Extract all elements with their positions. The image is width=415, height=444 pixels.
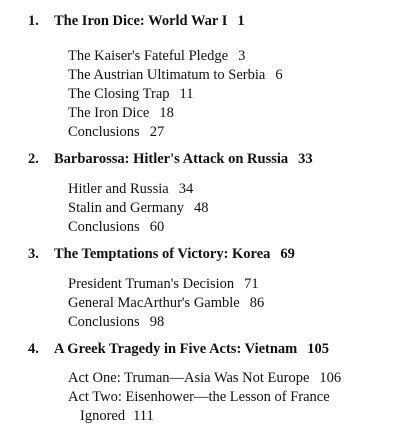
entry-page: 3: [238, 48, 246, 64]
entry-title: The Kaiser's Fateful Pledge: [68, 48, 229, 64]
entry-title: Conclusions: [68, 219, 140, 235]
entry-page: 18: [159, 105, 174, 121]
toc-entry: [68, 314, 164, 331]
toc-entry: [68, 67, 283, 84]
entry-page: 111: [133, 408, 154, 424]
chapter-number: 3.: [28, 246, 39, 262]
chapter-number: 4.: [28, 341, 39, 357]
toc-entry: [68, 389, 330, 406]
entry-page: 11: [179, 86, 194, 102]
chapter-heading: [28, 246, 295, 263]
entry-page: 60: [149, 219, 165, 235]
entry-page: 106: [319, 370, 342, 386]
entry-page: 34: [178, 181, 194, 197]
toc-entry: [68, 295, 264, 312]
entry-title: President Truman's Decision: [68, 276, 235, 292]
toc-entry: [68, 181, 193, 198]
chapter-number: 2.: [28, 151, 39, 167]
entry-title: Conclusions: [68, 314, 140, 330]
toc-entry: [68, 370, 341, 387]
toc-entry-continuation: [80, 408, 154, 425]
entry-title: The Austrian Ultimatum to Serbia: [68, 67, 266, 83]
chapter-page: 69: [280, 246, 295, 262]
entry-page: 48: [193, 200, 209, 216]
chapter-title: Barbarossa: Hitler's Attack on Russia: [54, 151, 289, 167]
toc-entry: [68, 124, 164, 141]
chapter-page: 33: [298, 151, 313, 167]
entry-page: 98: [149, 314, 165, 330]
entry-title: Act One: Truman—Asia Was Not Europe: [68, 370, 310, 386]
entry-page: 6: [275, 67, 283, 83]
chapter-heading: [28, 341, 329, 358]
chapter-title: A Greek Tragedy in Five Acts: Vietnam: [54, 341, 298, 357]
entry-title: Conclusions: [68, 124, 140, 140]
toc-entry: [68, 219, 164, 236]
chapter-heading: [28, 13, 245, 30]
chapter-page: 1: [237, 13, 245, 29]
entry-title: General MacArthur's Gamble: [68, 295, 240, 311]
toc-entry: [68, 86, 193, 103]
entry-page: 71: [244, 276, 259, 292]
toc-entry: [68, 200, 208, 217]
toc-entry: [68, 105, 174, 122]
entry-page: 27: [149, 124, 165, 140]
entry-title: The Iron Dice: [68, 105, 150, 121]
entry-title: Hitler and Russia: [68, 181, 169, 197]
chapter-page: 105: [307, 341, 330, 357]
toc-entry: [68, 276, 259, 293]
entry-title: Ignored: [80, 408, 126, 424]
chapter-title: The Temptations of Victory: Korea: [54, 246, 271, 262]
chapter-heading: [28, 151, 313, 168]
toc-entry: [68, 48, 245, 65]
entry-title: Stalin and Germany: [68, 200, 184, 216]
entry-title: The Closing Trap: [68, 86, 170, 102]
entry-title: Act Two: Eisenhower—the Lesson of France: [68, 389, 330, 405]
chapter-number: 1.: [28, 13, 39, 29]
chapter-title: The Iron Dice: World War I: [54, 13, 228, 29]
entry-page: 86: [249, 295, 265, 311]
